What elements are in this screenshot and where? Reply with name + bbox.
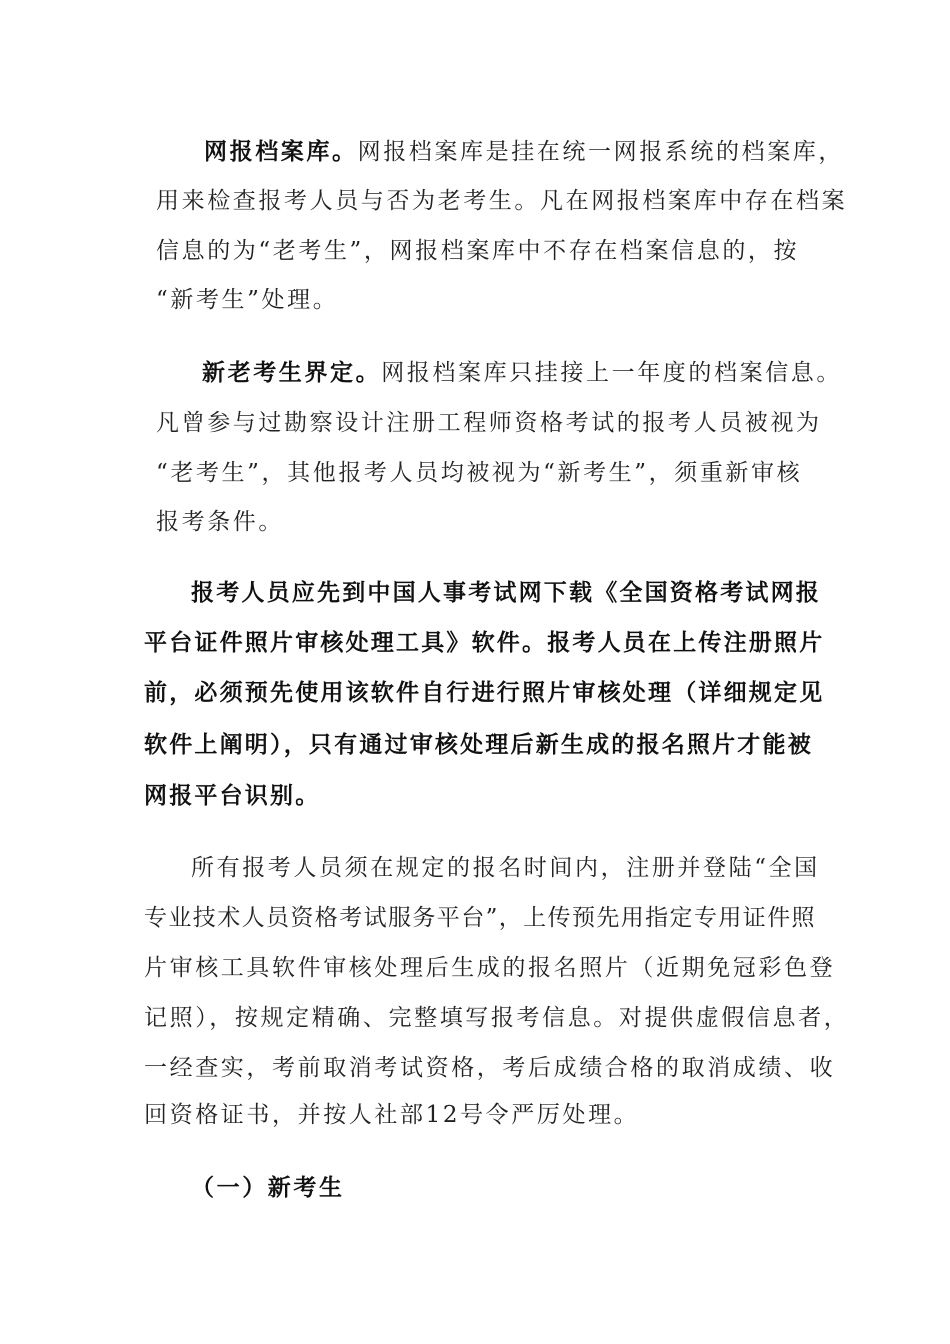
section-heading-new-candidates: （一）新考生 xyxy=(191,1174,345,1201)
paragraph-archive-text-1: 网报档案库是挂在统一网报系统的档案库， xyxy=(357,139,845,165)
paragraph-archive-line-2: 用来检查报考人员与否为老考生。凡在网报档案库中存在档案 xyxy=(156,188,848,214)
paragraph-registration-line-5: 一经查实，考前取消考试资格，考后成绩合格的取消成绩、收 xyxy=(144,1055,836,1081)
paragraph-phototool-line-1: 报考人员应先到中国人事考试网下载《全国资格考试网报 xyxy=(191,579,821,606)
paragraph-phototool-line-2: 平台证件照片审核处理工具》软件。报考人员在上传注册照片 xyxy=(144,629,825,656)
paragraph-newold-lead: 新老考生界定。 xyxy=(202,359,382,386)
paragraph-phototool-line-4: 软件上阐明），只有通过审核处理后新生成的报名照片才能被 xyxy=(144,731,813,758)
paragraph-archive-line-3: 信息的为“老考生”，网报档案库中不存在档案信息的，按 xyxy=(156,238,800,264)
paragraph-registration-line-1: 所有报考人员须在规定的报名时间内，注册并登陆“全国 xyxy=(191,855,820,881)
paragraph-archive-line-4: “新考生”处理。 xyxy=(156,287,339,313)
paragraph-newold-line-2: 凡曾参与过勘察设计注册工程师资格考试的报考人员被视为 xyxy=(156,410,822,436)
paragraph-phototool-line-3: 前，必须预先使用该软件自行进行照片审核处理（详细规定见 xyxy=(144,679,825,706)
paragraph-newold-line-3: “老考生”，其他报考人员均被视为“新考生”，须重新审核 xyxy=(156,460,803,486)
paragraph-newold-line-1 xyxy=(202,358,842,388)
paragraph-registration-line-2: 专业技术人员资格考试服务平台”，上传预先用指定专用证件照 xyxy=(144,905,816,931)
paragraph-archive-line-1 xyxy=(204,137,844,167)
paragraph-archive-lead: 网报档案库。 xyxy=(204,138,358,165)
paragraph-newold-text-1: 网报档案库只挂接上一年度的档案信息。 xyxy=(381,360,843,386)
paragraph-registration-line-3: 片审核工具软件审核处理后生成的报名照片（近期免冠彩色登 xyxy=(144,955,836,981)
paragraph-registration-line-4: 记照），按规定精确、完整填写报考信息。对提供虚假信息者， xyxy=(144,1005,850,1031)
paragraph-newold-line-4: 报考条件。 xyxy=(156,509,284,535)
paragraph-phototool-line-5: 网报平台识别。 xyxy=(144,782,321,809)
paragraph-registration-line-6: 回资格证书，并按人社部12号令严厉处理。 xyxy=(144,1102,640,1128)
